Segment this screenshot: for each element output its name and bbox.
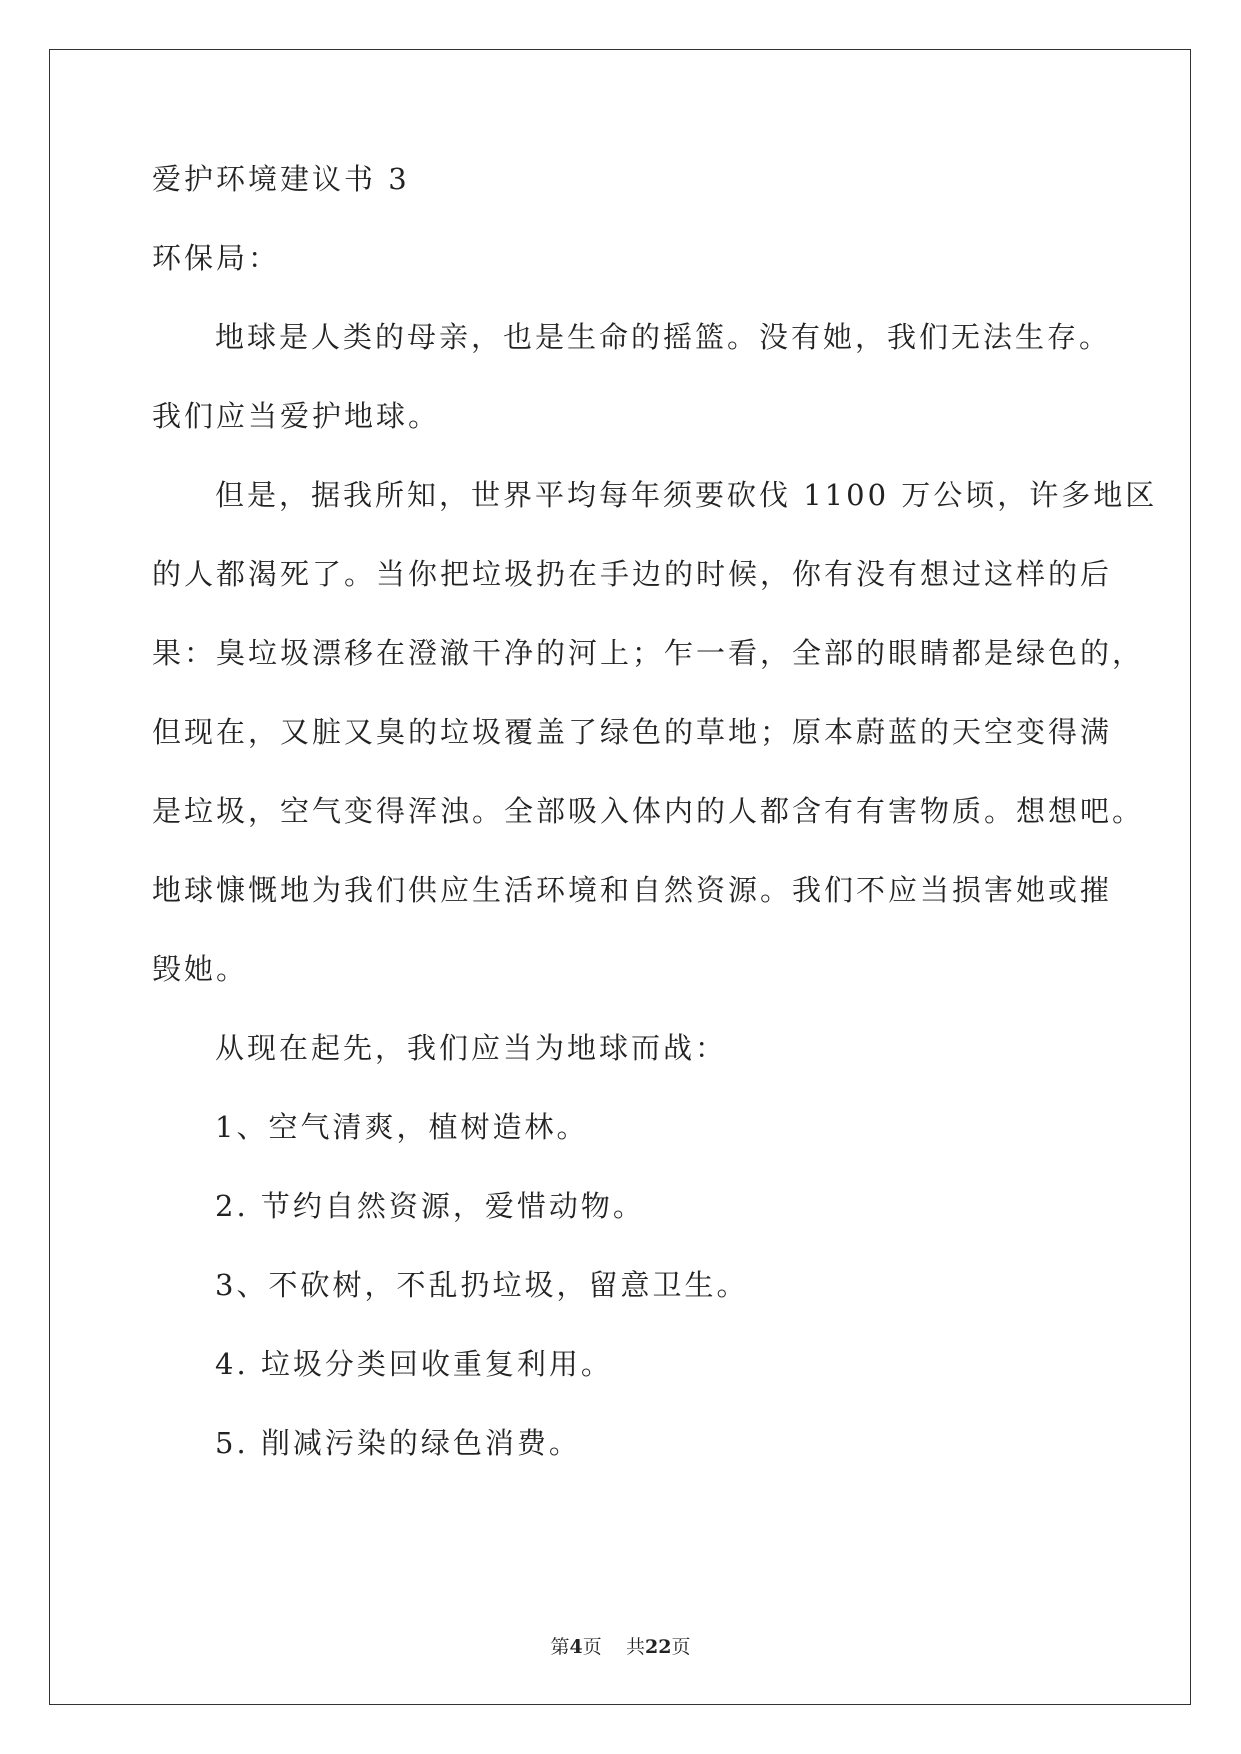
paragraph-line: 地球是人类的母亲，也是生命的摇篮。没有她，我们无法生存。 (215, 320, 1112, 354)
document-title: 爱护环境建议书 3 (152, 162, 410, 196)
paragraph-line: 地球慷慨地为我们供应生活环境和自然资源。我们不应当损害她或摧 (152, 873, 1113, 907)
paragraph-line: 我们应当爱护地球。 (152, 399, 441, 433)
paragraph-line: 果：臭垃圾漂移在澄澈干净的河上；乍一看，全部的眼睛都是绿色的， (152, 636, 1145, 670)
paragraph-line: 毁她。 (152, 952, 249, 986)
total-pages: 22 (644, 1636, 672, 1658)
paragraph-line: 从现在起先，我们应当为地球而战： (215, 1031, 728, 1065)
document-body (152, 162, 1158, 1505)
list-item: 3、不砍树，不乱扔垃圾，留意卫生。 (215, 1268, 749, 1302)
salutation: 环保局： (152, 241, 281, 275)
paragraph-line: 但现在，又脏又臭的垃圾覆盖了绿色的草地；原本蔚蓝的天空变得满 (152, 715, 1113, 749)
list-item: 1、空气清爽，植树造林。 (215, 1110, 589, 1144)
footer-prefix: 第 (550, 1636, 570, 1658)
list-item: 5. 削减污染的绿色消费。 (215, 1426, 581, 1460)
list-item: 4. 垃圾分类回收重复利用。 (215, 1347, 613, 1381)
paragraph-line: 的人都渴死了。当你把垃圾扔在手边的时候，你有没有想过这样的后 (152, 557, 1113, 591)
list-item: 2. 节约自然资源，爱惜动物。 (215, 1189, 645, 1223)
footer-total-prefix: 共 (625, 1636, 645, 1658)
footer-page-suffix: 页 (582, 1636, 602, 1658)
paragraph-line: 是垃圾，空气变得浑浊。全部吸入体内的人都含有有害物质。想想吧。 (152, 794, 1145, 828)
page-number: 4 (569, 1636, 583, 1658)
footer-total-suffix: 页 (671, 1636, 691, 1658)
paragraph-line: 但是，据我所知，世界平均每年须要砍伐 1100 万公顷，许多地区 (215, 478, 1158, 512)
page-footer (0, 1632, 1241, 1659)
